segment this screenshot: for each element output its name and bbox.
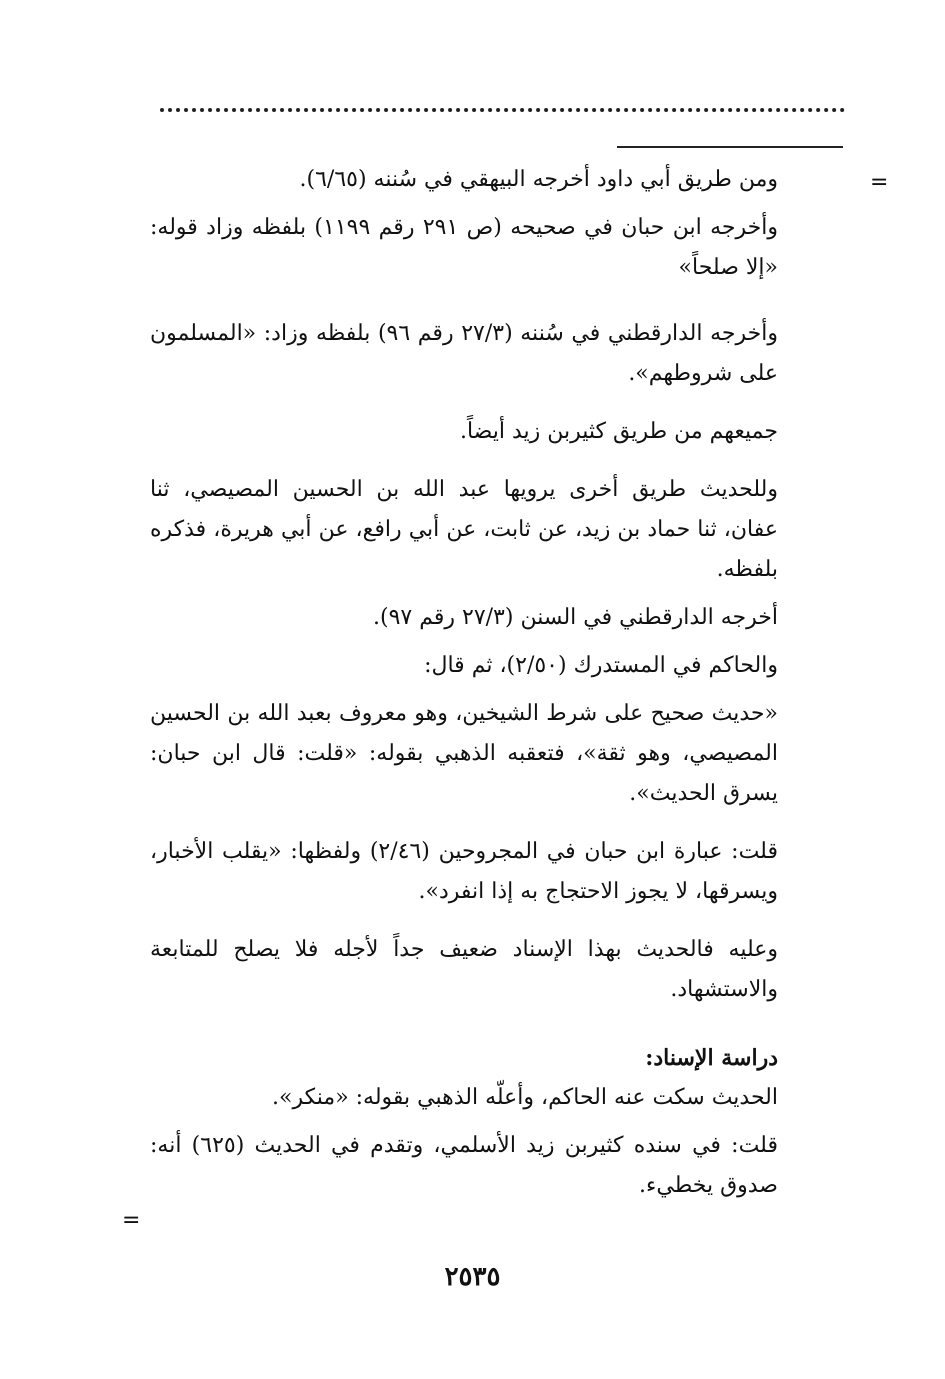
paragraph-daraqutni-2: أخرجه الدارقطني في السنن (٢٧/٣ رقم ٩٧). [373, 605, 778, 630]
page-body [150, 160, 778, 1206]
paragraph-hakim: والحاكم في المستدرك (٢/٥٠)، ثم قال: [424, 653, 778, 678]
paragraph-isnad-kathir: قلت: في سنده كثيربن زيد الأسلمي، وتقدم في الحديث (٦٢٥) أنه: صدوق يخطيء. [150, 1133, 778, 1198]
paragraph-other-route: وللحديث طريق أخرى يرويها عبد الله بن الحسين المصيصي، ثنا عفان، ثنا حماد بن زيد، عن ثابت، عن أبي رافع، عن أبي هريرة، فذكره بلفظه. [150, 477, 778, 582]
dotted-separator [160, 108, 845, 124]
paragraph-isnad-hakim: الحديث سكت عنه الحاكم، وأعلّه الذهبي بقوله: «منكر». [272, 1085, 778, 1110]
paragraph-daraqutni-1: وأخرجه الدارقطني في سُننه (٢٧/٣ رقم ٩٦) بلفظه وزاد: «المسلمون على شروطهم». [150, 321, 778, 386]
section-heading-isnad-study: دراسة الإسناد: [645, 1045, 778, 1071]
footnote-rule [617, 146, 843, 148]
paragraph-conclusion: وعليه فالحديث بهذا الإسناد ضعيف جداً لأجله فلا يصلح للمتابعة والاستشهاد. [150, 937, 778, 1002]
page-number: ٢٥٣٥ [444, 1262, 501, 1292]
paragraph-majruhin: قلت: عبارة ابن حبان في المجروحين (٢/٤٦) ولفظها: «يقلب الأخبار، ويسرقها، لا يجوز الاحتجاج به إذا انفرد». [150, 839, 778, 904]
continuation-mark-bottom: = [122, 1208, 141, 1233]
paragraph-bayhaqi: ومن طريق أبي داود أخرجه البيهقي في سُننه (٦/٦٥). [299, 167, 778, 192]
paragraph-hakim-quote: «حديث صحيح على شرط الشيخين، وهو معروف بعبد الله بن الحسين المصيصي، وهو ثقة»، فتعقبه الذهبي بقوله: «قلت: قال ابن حبان: يسرق الحديث». [150, 701, 778, 806]
continuation-mark-top: = [870, 170, 889, 195]
paragraph-all-via-kathir: جميعهم من طريق كثيربن زيد أيضاً. [459, 419, 778, 444]
paragraph-ibn-hibban: وأخرجه ابن حبان في صحيحه (ص ٢٩١ رقم ١١٩٩) بلفظه وزاد قوله: «إلا صلحاً» [150, 215, 778, 280]
